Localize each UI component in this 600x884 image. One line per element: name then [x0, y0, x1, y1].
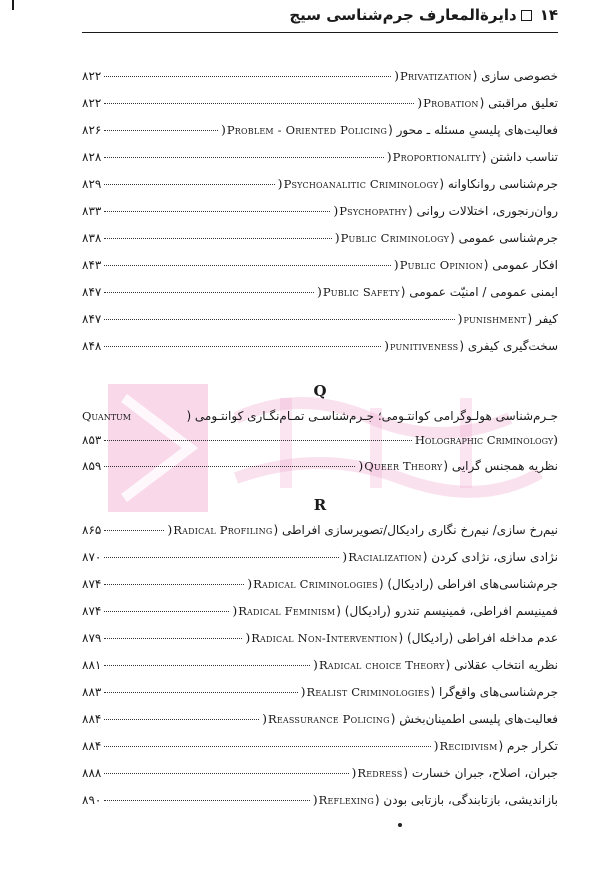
- paren-open: (: [479, 96, 489, 110]
- entry-english: Psychoanalitic Criminology: [283, 177, 439, 191]
- dot-leader: [104, 692, 297, 693]
- entry-page: ۸۹۰: [82, 793, 102, 807]
- entry-persian: جرم‌شناسی روانکاوانه: [447, 177, 558, 191]
- entry-english: Problem - Oriented Policing: [226, 123, 388, 137]
- paren-open: (: [498, 739, 507, 753]
- entry-english: Holographic Criminology: [414, 433, 554, 447]
- index-entry: [82, 570, 558, 597]
- index-entry: [82, 597, 558, 624]
- entry-persian: جرم‌شناسی عمومی: [458, 231, 558, 245]
- paren-open: (: [459, 339, 468, 353]
- entry-page: ۸۴۳: [82, 258, 102, 272]
- entry-persian: جـرم‌شناسی هولـوگرامی کوانتـومی؛ جـرم‌شناسـی تمـام‌نگـاری کوانتـومی (: [186, 409, 558, 423]
- entry-persian: نظریه همجنس گرایی: [451, 459, 558, 473]
- index-entry-multiline: [82, 404, 558, 452]
- entry-english: Reflexing: [318, 793, 374, 807]
- index-entry: [82, 516, 558, 543]
- paren-close: ): [457, 311, 463, 326]
- paren-close: ): [394, 68, 400, 83]
- dot-leader: [104, 611, 229, 612]
- entry-page: ۸۶۵: [82, 523, 102, 537]
- entry-page: ۸۷۴: [82, 577, 102, 591]
- entry-persian: افکار عمومی: [492, 258, 558, 272]
- index-entry: [82, 651, 558, 678]
- entry-page: ۸۲۶: [82, 123, 102, 137]
- entry-page: ۸۸۸: [82, 766, 102, 780]
- paren-close: ): [245, 630, 251, 645]
- paren-close: ): [220, 122, 226, 137]
- entry-persian: خصوصی سازی: [481, 69, 558, 83]
- entry-page: ۸۸۳: [82, 685, 102, 699]
- paren-close: ): [386, 149, 392, 164]
- entry-english: Recidivism: [439, 739, 498, 753]
- dot-leader: [104, 76, 391, 77]
- dot-leader: [104, 719, 259, 720]
- index-entry: [82, 543, 558, 570]
- paren-close: ): [277, 176, 283, 191]
- paren-open: (: [443, 459, 452, 473]
- entry-english: Psychopathy: [339, 204, 408, 218]
- paren-open: (: [439, 177, 448, 191]
- paren-open: (: [430, 685, 440, 699]
- paren-close: ): [262, 711, 267, 726]
- dot-leader: [104, 346, 381, 347]
- entry-persian: تکرار جرم: [507, 739, 558, 753]
- entry-persian: فعالیت‌های پلیسی اطمینان‌بخش: [399, 712, 558, 726]
- entry-page: ۸۲۲: [82, 69, 102, 83]
- book-title: دایرةالمعارف جرم‌شناسی سیج: [289, 6, 517, 24]
- paren-open: (: [408, 204, 417, 218]
- entry-english: Reassurance Policing: [267, 712, 390, 726]
- entry-page: ۸۷۴: [82, 604, 102, 618]
- paren-close: ): [384, 338, 389, 353]
- index-entry: [82, 732, 558, 759]
- paren-open: (: [374, 793, 384, 807]
- paren-close: ): [232, 603, 238, 618]
- paren-close: ): [342, 549, 348, 564]
- entry-persian: فعالیت‌های پلیسیِ مسئله ـ محور: [396, 123, 558, 137]
- index-entry: [82, 452, 558, 479]
- dot-leader: [104, 773, 348, 774]
- entry-persian: فمینیسم افراطی، فمینیسم تندرو (رادیکال): [344, 604, 558, 618]
- paren-close: ): [553, 432, 558, 447]
- section-letter-q: Q: [313, 382, 327, 400]
- section-q-list: [82, 404, 558, 479]
- dot-leader: [104, 665, 310, 666]
- entry-english: Proportionality: [392, 150, 481, 164]
- index-entry: [82, 224, 558, 251]
- entry-page: ۸۸۴: [82, 712, 102, 726]
- entry-english: Radical Profiling: [173, 523, 273, 537]
- entry-english: Public Criminology: [340, 231, 450, 245]
- entry-persian: سخت‌گیری کیفری: [467, 339, 558, 353]
- paren-close: ): [312, 792, 318, 807]
- corner-mark: [12, 0, 14, 10]
- paren-open: (: [445, 658, 455, 672]
- paren-open: (: [472, 69, 482, 83]
- entry-english: Redress: [357, 766, 403, 780]
- index-entry: [82, 759, 558, 786]
- paren-close: ): [334, 230, 340, 245]
- dot-leader: [104, 130, 218, 131]
- paren-open: (: [403, 766, 412, 780]
- index-entry: [82, 89, 558, 116]
- index-entry: [82, 786, 558, 813]
- section-r-list: [82, 516, 558, 813]
- paren-open: (: [527, 312, 536, 326]
- dot-leader: [104, 530, 164, 531]
- index-entry: [82, 278, 558, 305]
- paren-close: ): [351, 765, 357, 780]
- index-entry: [82, 251, 558, 278]
- entry-persian: بازاندیشی، بازتابندگی، بازتابی بودن: [383, 793, 558, 807]
- paren-open: (: [450, 231, 459, 245]
- page-number: ۱۴: [539, 6, 558, 24]
- entry-page: ۸۴۷: [82, 285, 102, 299]
- dot-leader: [104, 557, 339, 558]
- entry-page: ۸۲۹: [82, 177, 102, 191]
- entry-persian: نیم‌رخ سازی/ نیم‌رخ نگاری رادیکال/تصویرسازی افراطی: [281, 523, 558, 537]
- entry-page: ۸۵۹: [82, 459, 102, 473]
- entry-page: ۸۳۳: [82, 204, 102, 218]
- entry-persian: نظریه انتخاب عقلانی: [454, 658, 558, 672]
- entry-page: ۸۴۸: [82, 339, 102, 353]
- entry-page: ۸۷۹: [82, 631, 102, 645]
- dot-leader: [104, 184, 274, 185]
- entry-page: ۸۲۸: [82, 150, 102, 164]
- paren-open: (: [388, 123, 397, 137]
- entry-page: ۸۷۰: [82, 550, 102, 564]
- dot-leader: [104, 292, 314, 293]
- entry-page: ۸۲۲: [82, 96, 102, 110]
- paren-open: (: [273, 523, 282, 537]
- dot-leader: [104, 746, 430, 747]
- index-entry: [82, 170, 558, 197]
- index-entry: [82, 143, 558, 170]
- entry-persian: جرم‌شناسی‌های افراطی (رادیکال): [387, 577, 558, 591]
- entry-persian: نژادی سازی، نژادی کردن: [431, 550, 558, 564]
- dot-leader: [104, 211, 330, 212]
- entry-english: Radical Non-Intervention: [251, 631, 398, 645]
- section-p-list: [82, 62, 558, 359]
- entry-page: ۸۸۱: [82, 658, 102, 672]
- entry-persian: جرم‌شناسی‌های واقع‌گرا: [439, 685, 558, 699]
- index-entry: [82, 332, 558, 359]
- paren-close: ): [393, 257, 399, 272]
- paren-open: (: [390, 712, 400, 726]
- section-letter-r: R: [313, 496, 327, 514]
- ink-dot: [398, 823, 402, 827]
- entry-english: Queer Theory: [364, 459, 443, 473]
- entry-english: Radical choice Theory: [318, 658, 445, 672]
- entry-page: ۸۴۷: [82, 312, 102, 326]
- index-entry: [82, 305, 558, 332]
- paren-open: (: [422, 550, 432, 564]
- paren-close: ): [300, 684, 306, 699]
- index-entry: [82, 62, 558, 89]
- running-header: [289, 6, 558, 24]
- paren-close: ): [358, 458, 364, 473]
- dot-leader: [104, 466, 355, 467]
- entry-english: Public Safety: [322, 285, 400, 299]
- entry-page: ۸۸۴: [82, 739, 102, 753]
- paren-close: ): [433, 738, 439, 753]
- entry-persian: ایمنی عمومی / امنیّت عمومی: [409, 285, 558, 299]
- paren-open: (: [483, 258, 493, 272]
- entry-english: Racialization: [348, 550, 422, 564]
- index-entry: [82, 624, 558, 651]
- paren-open: (: [400, 285, 410, 299]
- dot-leader: [104, 638, 242, 639]
- paren-close: ): [417, 95, 423, 110]
- entry-english: Public Opinion: [399, 258, 483, 272]
- header-rule: [82, 32, 558, 33]
- index-entry: [82, 116, 558, 143]
- entry-english: Privatization: [400, 69, 472, 83]
- entry-persian: کیفر: [535, 312, 558, 326]
- index-entry: [82, 678, 558, 705]
- paren-close: ): [313, 657, 318, 672]
- dot-leader: [104, 319, 454, 320]
- entry-persian: جبران، اصلاح، جبران خسارت: [411, 766, 558, 780]
- dot-leader: [104, 238, 331, 239]
- dot-leader: [104, 584, 244, 585]
- square-bullet-icon: [521, 10, 532, 21]
- entry-persian: تعلیق مراقبتی: [488, 96, 558, 110]
- dot-leader: [104, 265, 390, 266]
- paren-open: (: [336, 604, 345, 618]
- paren-close: ): [167, 522, 173, 537]
- paren-open: (: [398, 631, 408, 645]
- entry-page: ۸۵۳: [82, 433, 102, 447]
- paren-close: ): [333, 203, 339, 218]
- entry-english: Quantum: [82, 409, 131, 423]
- entry-english: Radical Criminologies: [253, 577, 378, 591]
- entry-persian: روان‌رنجوری، اختلالات روانی: [416, 204, 558, 218]
- entry-persian: تناسب داشتن: [490, 150, 558, 164]
- entry-english: punitiveness: [390, 339, 459, 353]
- entry-english: Probation: [423, 96, 479, 110]
- entry-page: ۸۳۸: [82, 231, 102, 245]
- paren-open: (: [481, 150, 491, 164]
- paren-open: (: [378, 577, 388, 591]
- paren-close: ): [247, 576, 253, 591]
- dot-leader: [104, 103, 414, 104]
- dot-leader: [104, 800, 309, 801]
- entry-english: Realist Criminologies: [306, 685, 430, 699]
- entry-persian: عدم مداخله افراطی (رادیکال): [407, 631, 558, 645]
- dot-leader: [104, 440, 412, 441]
- dot-leader: [104, 157, 383, 158]
- index-entry: [82, 705, 558, 732]
- index-entry: [82, 197, 558, 224]
- paren-close: ): [316, 284, 322, 299]
- entry-english: punishment: [463, 312, 527, 326]
- entry-english: Radical Feminism: [238, 604, 336, 618]
